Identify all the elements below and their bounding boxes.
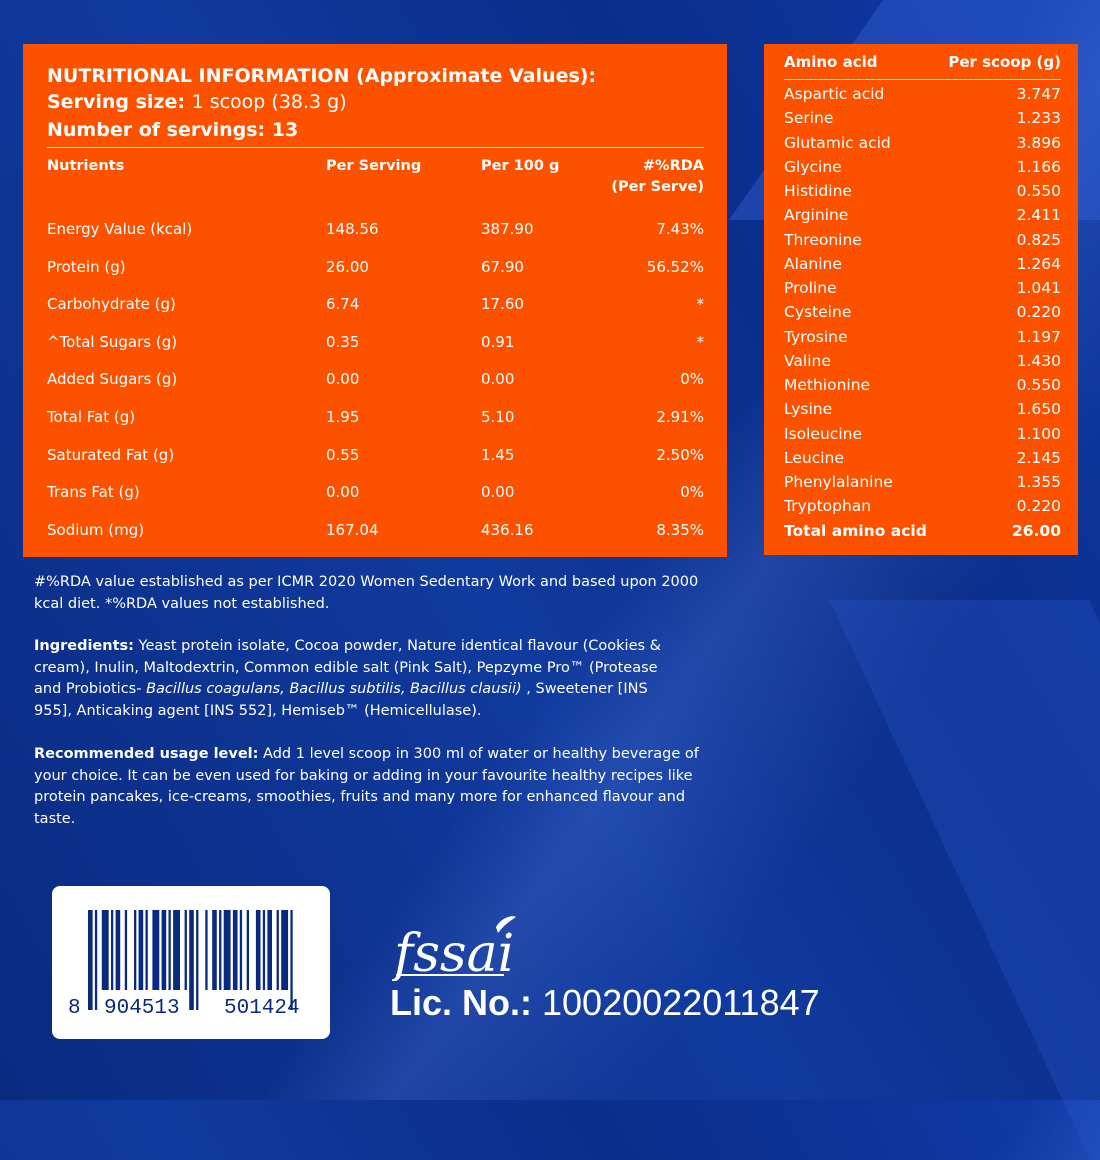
nutrient-name: Carbohydrate (g) bbox=[47, 295, 176, 314]
list-item bbox=[784, 279, 1061, 303]
ingredients-label: Ingredients: bbox=[34, 638, 134, 654]
barcode-bar bbox=[240, 910, 242, 990]
nutrient-name: Sodium (mg) bbox=[47, 520, 145, 539]
col-header-per-serving: Per Serving bbox=[326, 158, 422, 174]
amino-header-divider bbox=[784, 79, 1061, 80]
amino-value: 0.825 bbox=[1016, 230, 1061, 249]
nutrient-name: Saturated Fat (g) bbox=[47, 445, 175, 464]
amino-name: Tryptophan bbox=[784, 497, 872, 516]
per-100g-value: 1.45 bbox=[481, 445, 515, 464]
usage-block bbox=[34, 744, 734, 831]
amino-total-value: 26.00 bbox=[1011, 522, 1061, 540]
barcode-bar bbox=[196, 910, 198, 1010]
nutrient-name: Total Fat (g) bbox=[47, 408, 136, 426]
per-serving-value: 0.00 bbox=[326, 483, 360, 502]
list-item bbox=[784, 158, 1061, 182]
per-serving-value: 0.35 bbox=[326, 332, 360, 351]
per-serving-value: 148.56 bbox=[326, 220, 379, 238]
barcode-digits-left: 904513 bbox=[104, 997, 180, 1020]
barcode bbox=[52, 886, 330, 1039]
header-divider bbox=[47, 147, 704, 148]
list-item bbox=[784, 109, 1061, 133]
amino-value: 1.650 bbox=[1016, 400, 1061, 419]
amino-value: 2.145 bbox=[1016, 448, 1061, 467]
rda-value: 2.50% bbox=[656, 445, 704, 464]
amino-name: Proline bbox=[784, 279, 837, 297]
license-number bbox=[390, 982, 820, 1024]
barcode-bar bbox=[102, 910, 109, 990]
ingredients-text: cream), Inulin, Maltodextrin, Common edible salt (Pink Salt), Pepzyme Pro™ (Protease bbox=[34, 659, 658, 676]
barcode-bar bbox=[205, 910, 207, 990]
footnote-line: #%RDA value established as per ICMR 2020 Women Sedentary Work and based upon 2000 bbox=[34, 574, 699, 590]
nutrient-name: Trans Fat (g) bbox=[47, 483, 140, 502]
amino-name: Glycine bbox=[784, 157, 842, 176]
amino-name: Alanine bbox=[784, 254, 842, 273]
per-100g-value: 0.00 bbox=[481, 483, 515, 502]
barcode-bar bbox=[290, 910, 292, 1010]
barcode-bar bbox=[189, 910, 194, 1010]
license-value: 10020022011847 bbox=[542, 982, 820, 1023]
ingredients-block bbox=[34, 636, 734, 723]
barcode-bar bbox=[134, 910, 136, 990]
nutrition-panel bbox=[23, 44, 727, 557]
barcode-bar bbox=[111, 910, 113, 990]
rda-value: 8.35% bbox=[656, 520, 704, 539]
barcode-bar bbox=[139, 910, 144, 990]
amino-col-header-value: Per scoop (g) bbox=[948, 53, 1061, 71]
list-item bbox=[784, 303, 1061, 327]
list-item bbox=[784, 425, 1061, 449]
amino-name: Arginine bbox=[784, 206, 849, 225]
list-item bbox=[784, 85, 1061, 109]
amino-value: 1.197 bbox=[1016, 327, 1061, 346]
number-of-servings: Number of servings: 13 bbox=[47, 119, 299, 141]
list-item bbox=[784, 134, 1061, 158]
amino-name: Cysteine bbox=[784, 303, 852, 322]
rda-value: 0% bbox=[680, 370, 704, 389]
amino-value: 3.747 bbox=[1016, 85, 1061, 103]
amino-value: 1.355 bbox=[1016, 473, 1061, 491]
col-header-rda: #%RDA bbox=[642, 158, 704, 174]
per-serving-value: 0.55 bbox=[326, 445, 360, 464]
col-header-per-100g: Per 100 g bbox=[481, 158, 560, 174]
nutrition-title: NUTRITIONAL INFORMATION (Approximate Values): bbox=[47, 65, 597, 87]
barcode-bar bbox=[233, 910, 238, 990]
amino-col-header-name: Amino acid bbox=[784, 53, 878, 71]
barcode-bar bbox=[263, 910, 265, 990]
amino-value: 1.041 bbox=[1016, 279, 1061, 297]
ingredients-text: Yeast protein isolate, Cocoa powder, Nature identical flavour (Cookies & bbox=[133, 638, 661, 654]
nutrient-name: Protein (g) bbox=[47, 257, 126, 276]
per-serving-value: 0.00 bbox=[326, 370, 360, 389]
barcode-bar bbox=[267, 910, 272, 990]
amino-name: Methionine bbox=[784, 376, 871, 394]
list-item bbox=[784, 376, 1061, 400]
serving-size-label: Serving size: bbox=[47, 91, 185, 113]
barcode-bar bbox=[219, 910, 221, 990]
list-item bbox=[784, 206, 1061, 230]
rda-footnote bbox=[34, 572, 734, 615]
per-serving-value: 26.00 bbox=[326, 257, 369, 276]
amino-value: 0.550 bbox=[1016, 376, 1061, 394]
barcode-bar bbox=[256, 910, 261, 990]
fssai-logo bbox=[392, 915, 522, 981]
amino-name: Tyrosine bbox=[784, 327, 848, 346]
rda-value: 2.91% bbox=[656, 408, 704, 426]
barcode-bar bbox=[116, 910, 121, 990]
amino-name: Histidine bbox=[784, 182, 852, 200]
amino-total-row bbox=[784, 522, 1061, 546]
rda-value: 7.43% bbox=[656, 220, 704, 238]
rda-value: 0% bbox=[680, 483, 704, 502]
usage-text: Add 1 level scoop in 300 ml of water or healthy beverage of bbox=[258, 746, 699, 762]
background-stripe bbox=[829, 600, 1100, 1160]
amino-name: Serine bbox=[784, 109, 834, 128]
usage-text: your choice. It can be even used for baking or adding in your favourite healthy recipes like bbox=[34, 767, 693, 784]
license-label: Lic. No.: bbox=[390, 982, 532, 1023]
rda-value: 56.52% bbox=[646, 257, 704, 276]
rda-value: * bbox=[696, 332, 704, 351]
amino-value: 1.233 bbox=[1016, 109, 1061, 128]
amino-value: 3.896 bbox=[1016, 133, 1061, 152]
barcode-bar bbox=[146, 910, 148, 990]
amino-value: 1.100 bbox=[1016, 424, 1061, 443]
amino-total-name: Total amino acid bbox=[784, 522, 927, 540]
amino-acid-panel bbox=[764, 44, 1078, 555]
list-item bbox=[784, 473, 1061, 497]
amino-value: 0.220 bbox=[1016, 497, 1061, 516]
per-serving-value: 167.04 bbox=[326, 520, 379, 539]
list-item bbox=[784, 352, 1061, 376]
usage-text: protein pancakes, ice-creams, smoothies, fruits and many more for enhanced flavour and bbox=[34, 789, 686, 806]
amino-name: Valine bbox=[784, 351, 831, 370]
per-100g-value: 0.91 bbox=[481, 332, 515, 351]
ingredients-text: and Probiotics- bbox=[34, 681, 147, 698]
list-item bbox=[784, 497, 1061, 521]
amino-value: 0.550 bbox=[1016, 182, 1061, 200]
amino-name: Phenylalanine bbox=[784, 473, 893, 491]
amino-name: Isoleucine bbox=[784, 424, 862, 443]
list-item bbox=[784, 328, 1061, 352]
amino-name: Glutamic acid bbox=[784, 133, 891, 152]
per-serving-value: 6.74 bbox=[326, 295, 360, 314]
col-header-nutrients: Nutrients bbox=[47, 158, 125, 174]
per-100g-value: 436.16 bbox=[481, 520, 534, 539]
barcode-bar bbox=[277, 910, 279, 990]
list-item bbox=[784, 182, 1061, 206]
serving-size bbox=[47, 91, 347, 113]
barcode-bar bbox=[162, 910, 167, 990]
nutrient-name: ^Total Sugars (g) bbox=[47, 332, 178, 351]
barcode-bar bbox=[88, 910, 93, 1010]
amino-value: 1.430 bbox=[1016, 351, 1061, 370]
list-item bbox=[784, 449, 1061, 473]
barcode-bar bbox=[173, 910, 180, 990]
amino-name: Threonine bbox=[784, 230, 862, 249]
per-100g-value: 387.90 bbox=[481, 220, 534, 238]
amino-value: 1.264 bbox=[1016, 254, 1061, 273]
barcode-digit-first: 8 bbox=[68, 997, 81, 1020]
amino-value: 2.411 bbox=[1016, 206, 1061, 225]
amino-name: Aspartic acid bbox=[784, 85, 885, 103]
amino-name: Lysine bbox=[784, 400, 833, 419]
list-item bbox=[784, 400, 1061, 424]
barcode-bar bbox=[212, 910, 217, 990]
ingredients-text: 955], Anticaking agent [INS 552], Hemiseb™ (Hemicellulase). bbox=[34, 703, 482, 720]
serving-size-value: 1 scoop (38.3 g) bbox=[191, 91, 347, 113]
barcode-bar bbox=[185, 910, 187, 990]
usage-text: taste. bbox=[34, 811, 76, 828]
usage-label: Recommended usage level: bbox=[34, 746, 259, 762]
amino-name: Leucine bbox=[784, 448, 844, 467]
per-100g-value: 17.60 bbox=[481, 295, 524, 314]
barcode-bar bbox=[125, 910, 127, 990]
amino-value: 0.220 bbox=[1016, 303, 1061, 322]
per-100g-value: 67.90 bbox=[481, 257, 524, 276]
amino-value: 1.166 bbox=[1016, 157, 1061, 176]
barcode-bar bbox=[247, 910, 249, 990]
barcode-bar bbox=[281, 910, 288, 990]
barcode-bar bbox=[224, 910, 231, 990]
list-item bbox=[784, 231, 1061, 255]
nutrient-name: Added Sugars (g) bbox=[47, 370, 178, 389]
barcode-bar bbox=[95, 910, 97, 1010]
list-item bbox=[784, 255, 1061, 279]
per-serving-value: 1.95 bbox=[326, 408, 360, 426]
barcode-bar bbox=[169, 910, 171, 990]
per-100g-value: 5.10 bbox=[481, 408, 515, 426]
barcode-digits-right: 501424 bbox=[224, 997, 300, 1020]
per-100g-value: 0.00 bbox=[481, 370, 515, 389]
barcode-icon bbox=[52, 886, 330, 1039]
fssai-logo-text: fssai bbox=[394, 924, 515, 981]
ingredients-probiotics: Bacillus coagulans, Bacillus subtilis, Bacillus clausii) bbox=[146, 681, 522, 698]
barcode-bar bbox=[152, 910, 159, 990]
footnote-line: kcal diet. *%RDA values not established. bbox=[34, 595, 330, 612]
nutrient-name: Energy Value (kcal) bbox=[47, 220, 193, 238]
rda-value: * bbox=[696, 295, 704, 314]
ingredients-text: , Sweetener [INS bbox=[521, 681, 648, 698]
col-header-rda-sub: (Per Serve) bbox=[611, 179, 704, 195]
